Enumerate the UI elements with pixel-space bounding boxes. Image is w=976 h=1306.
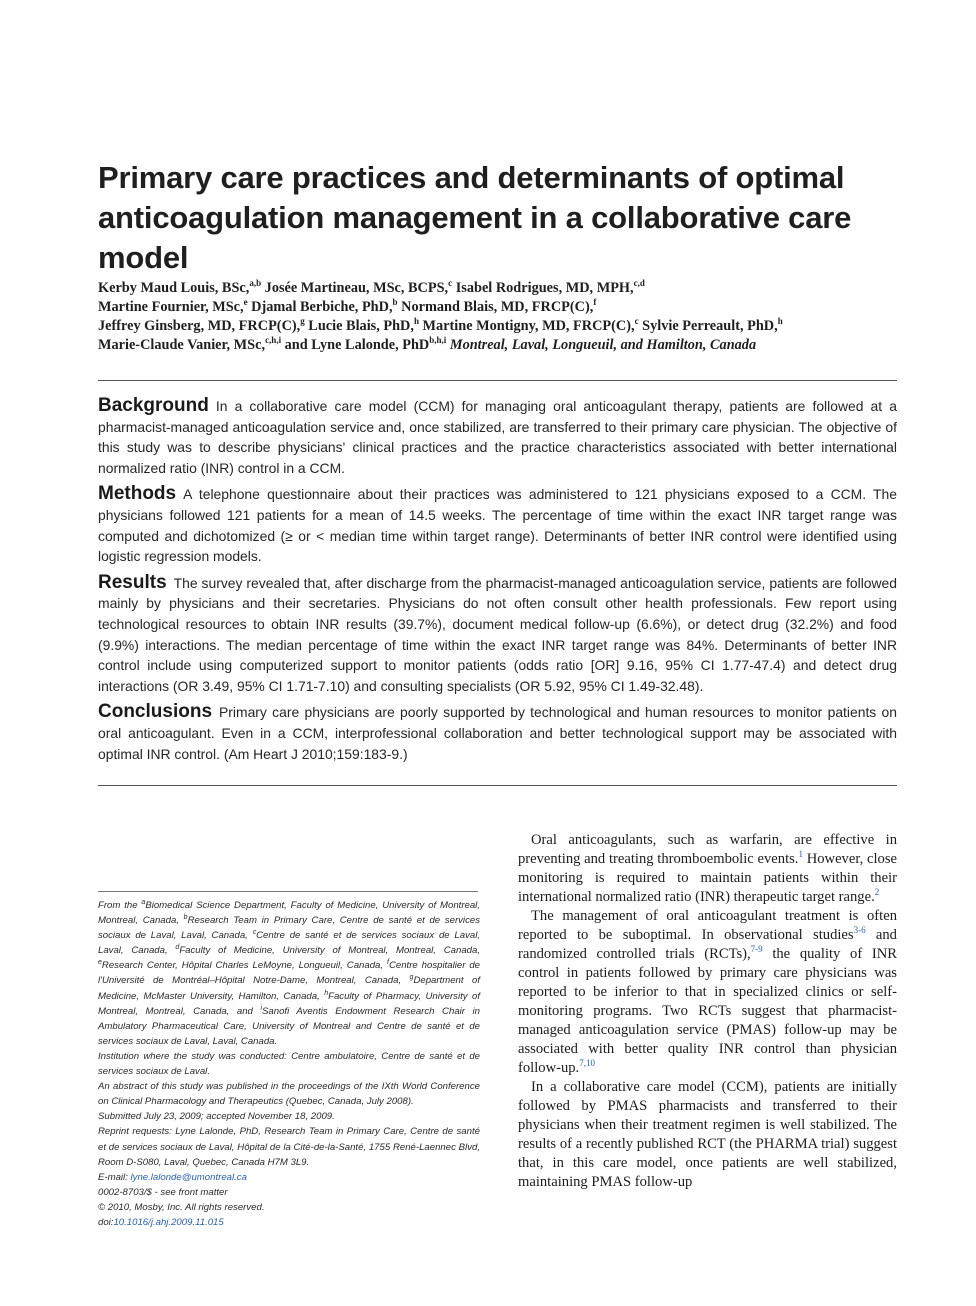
affiliation-marker: g [409,974,414,982]
affiliation-marker: b,h,i [429,335,447,345]
abstract-conclusions [98,702,897,764]
affiliation-marker: i [260,1004,263,1012]
author-name: Normand Blais, MD, FRCP(C), [397,299,594,315]
author-name: Djamal Berbiche, PhD, [247,299,393,315]
affiliation-marker: c [634,316,639,326]
affiliation-marker: c,h,i [265,335,282,345]
citation-ref[interactable]: 1 [798,849,803,859]
affiliation-marker: c [448,278,453,288]
body-text: and randomized controlled trials (RCTs), [518,927,897,962]
author-name: Martine Fournier, MSc, [98,299,244,315]
conclusions-text: Primary care physicians are poorly supported by technological and human resources to monitor patients on oral anticoagulant. Even in a CCM, interprofessional collaboration and better technological support may be associated with optimal INR control. (Am Heart J 2010;159:183-9.) [98,704,897,762]
affiliation-text: Faculty of Medicine, University of Montreal, Montreal, Canada, [179,945,481,957]
footnote-rule [98,891,478,892]
author-name: Jeffrey Ginsberg, MD, FRCP(C), [98,318,301,334]
author-name: Martine Montigny, MD, FRCP(C), [418,318,635,334]
author-name: Marie-Claude Vanier, MSc, [98,337,266,353]
abstract-bottom-rule [98,785,897,786]
affiliation-marker: f [386,959,389,967]
affiliation-text: Centre de santé et de services sociaux de Laval, Laval, Canada, [98,930,480,957]
methods-text: A telephone questionnaire about their practices was administered to 121 physicians exposed to a CCM. The physicians followed 121 patients for a mean of 14.5 weeks. The percentage of time within the exact INR target range was computed and dichotomized (≥ or < median time within target range). Determinants of better INR control were identified using logistic regression models. [98,486,897,565]
affiliation-marker: h [413,316,419,326]
affiliation-marker: f [593,297,597,307]
doi-link[interactable]: 10.1016/j.ahj.2009.11.015 [113,1216,224,1228]
email-link[interactable]: lyne.lalonde@umontreal.ca [130,1171,247,1183]
footnotes [98,898,480,1230]
author-location: Montreal, Laval, Longueuil, and Hamilton, Canada [449,337,757,353]
affiliation-text: Faculty of Pharmacy, University of Montreal, Montreal, Canada, and [98,990,480,1017]
affiliation-marker: b [392,297,398,307]
reprint-requests: Reprint requests: Lyne Lalonde, PhD, Research Team in Primary Care, Centre de santé et de services sociaux de Laval, Hôpital de la Cité-de-la-Santé, 1755 René-Laennec Blvd, Room D-S080, Laval, Quebec, Canada H7M 3L9. [98,1126,480,1168]
author-lines [98,279,898,355]
doi-label: doi: [98,1216,114,1228]
affiliation-marker: c,d [633,278,645,288]
affiliation-text: Centre hospitalier de l'Université de Montréal–Hôpital Notre-Dame, Montreal, Canada, [98,960,480,987]
affiliation-marker: d [175,944,180,952]
body-text-column [518,831,897,1192]
email-line [98,1170,480,1185]
affiliation-text: Department of Medicine, McMaster University, Hamilton, Canada, [98,975,480,1002]
doi-line [98,1215,480,1230]
email-label: E-mail: [98,1171,131,1183]
body-text: Oral anticoagulants, such as warfarin, are effective in preventing and treating thromboembolic events. [518,832,897,867]
affiliation-text: Research Center, Hôpital Charles LeMoyne, Longueuil, Canada, [101,960,387,972]
citation-ref[interactable]: 3-6 [853,925,866,935]
citation-ref[interactable]: 7-9 [750,944,763,954]
abstract-results [98,573,897,697]
affiliation-marker: e [243,297,248,307]
body-text: However, close monitoring is required to maintain patients within their international normalized ratio (INR) therapeutic target range. [518,851,897,905]
author-name: Sylvie Perreault, PhD, [638,318,778,334]
conclusions-heading: Conclusions [98,701,213,723]
affiliation-text: Biomedical Science Department, Faculty of Medicine, University of Montreal, Montreal, Canada, [98,900,480,927]
issn-line: 0002-8703/$ - see front matter [98,1186,228,1198]
abstract [98,396,897,770]
background-text: In a collaborative care model (CCM) for managing oral anticoagulant therapy, patients are followed at a pharmacist-managed anticoagulation service and, once stabilized, are transferred to their primary care physician. The objective of this study was to describe physicians' clinical practices and the practice characteristics associated with better international normalized ratio (INR) control in a CCM. [98,398,897,476]
body-paragraph [518,1078,897,1192]
author-name: Lucie Blais, PhD, [304,318,414,334]
submission-dates: Submitted July 23, 2009; accepted November 18, 2009. [98,1111,335,1123]
citation-ref[interactable]: 2 [874,887,880,897]
methods-heading: Methods [98,483,177,505]
author-name: Isabel Rodrigues, MD, MPH, [452,280,634,296]
author-line [98,317,898,336]
author-list [98,279,898,355]
citation-ref[interactable]: 7,10 [579,1058,595,1068]
body-text: In a collaborative care model (CCM), patients are initially followed by PMAS pharmacists and transferred to their physicians when their treatment regimen is well stabilized. The results of a recently published RCT (the PHARMA trial) suggest that, in this care model, once patients are well stabilized, maintaining PMAS follow-up [518,1079,897,1190]
author-name: Josée Martineau, MSc, BCPS, [261,280,449,296]
article-title: Primary care practices and determinants of optimal anticoagulation management in a collaborative care model [98,160,852,275]
abstract-top-rule [98,380,897,381]
affiliation-marker: a,b [249,278,262,288]
body-text: the quality of INR control in patients followed by primary care physicians was reported to be inferior to that in specialized clinics or self-monitoring programs. Two RCTs suggest that pharmacist-managed anticoagulation service (PMAS) follow-up may be associated with better quality INR control than physician follow-up. [518,946,897,1076]
affiliation-marker: h [777,316,783,326]
affiliation-marker: c [252,929,257,937]
author-line [98,298,898,317]
author-line [98,336,898,355]
abstract-publication-note: An abstract of this study was published in the proceedings of the IXth World Conference on Clinical Pharmacology and Therapeutics (Quebec, Canada, July 2008). [98,1081,480,1108]
results-text: The survey revealed that, after discharge from the pharmacist-managed anticoagulation service, patients are followed mainly by physicians and their secretaries. Physicians do not often consult other health professionals. Few report using technological resources to obtain INR results (39.7%), document medical follow-up (6.6%), or detect drug (32.2%) and food (9.9%) interactions. The median percentage of time within the exact INR target range was 84%. Determinants of better INR control include using computerized support to monitor patients (odds ratio [OR] 9.16, 95% CI 1.77-47.4) and detect drug interactions (OR 3.49, 95% CI 1.71-7.10) and consulting specialists (OR 5.92, 95% CI 1.49-32.48). [98,574,897,694]
affiliation-marker: g [300,316,305,326]
copyright-line: © 2010, Mosby, Inc. All rights reserved. [98,1201,265,1213]
author-name: Kerby Maud Louis, BSc, [98,280,250,296]
abstract-methods [98,484,897,566]
affiliation-text: From the [98,900,142,911]
affiliations [98,898,480,1049]
body-paragraph [518,907,897,1078]
background-heading: Background [98,395,209,416]
affiliation-marker: b [183,914,188,922]
body-text: The management of oral anticoagulant treatment is often reported to be suboptimal. In observational studies [518,908,897,943]
affiliation-marker: h [324,989,329,997]
author-line [98,279,898,298]
institution-note: Institution where the study was conducted: Centre ambulatoire, Centre de santé et de services sociaux de Laval. [98,1050,480,1078]
body-paragraph [518,831,897,907]
affiliation-text: Sanofi Aventis Endowment Research Chair in Ambulatory Pharmaceutical Care, University of Montreal and Centre de santé et de services sociaux de Laval, Laval, Canada. [98,1005,480,1047]
affiliation-text: Research Team in Primary Care, Centre de santé et de services sociaux de Laval, Laval, Canada, [98,915,480,942]
affiliation-marker: e [98,959,102,967]
author-name: and Lyne Lalonde, PhD [281,337,430,353]
results-heading: Results [98,571,167,593]
affiliation-marker: a [141,899,146,906]
abstract-background [98,396,897,478]
